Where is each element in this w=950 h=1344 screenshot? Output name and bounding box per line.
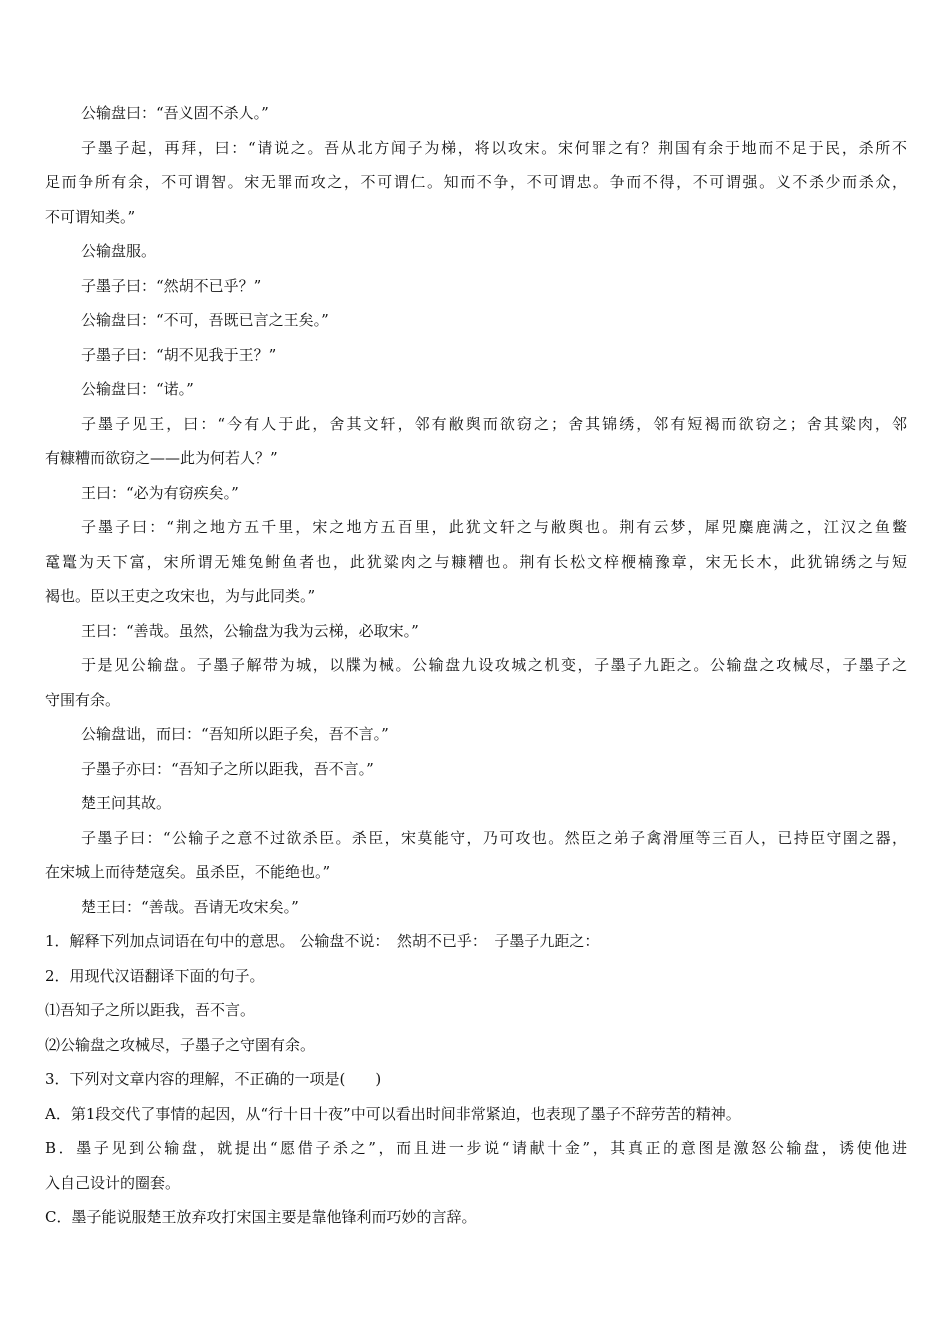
question-item: [45, 1028, 907, 1063]
text-line: 公输盘曰：“吾义固不杀人。”: [81, 104, 269, 122]
text-paragraph: [45, 372, 907, 407]
text-line: 子墨子曰：“荆之地方五千里，宋之地方五百里，此犹文轩之与敝舆也。荆有云梦，犀兕麋鹿满之，江汉之鱼鳖: [81, 518, 907, 536]
text-line: 于是见公输盘。子墨子解带为城，以牒为械。公输盘九设攻城之机变，子墨子九距之。公输盘之攻械尽，子墨子之: [81, 656, 907, 674]
text-paragraph: [45, 269, 907, 304]
text-paragraph: [45, 890, 907, 925]
text-paragraph: [45, 407, 907, 476]
question-item: [45, 1062, 907, 1097]
text-paragraph: [45, 303, 907, 338]
document-body: [45, 96, 907, 1235]
text-paragraph: [45, 752, 907, 787]
text-paragraph: [45, 131, 907, 235]
text-paragraph: [45, 786, 907, 821]
text-line: 子墨子曰：“公输子之意不过欲杀臣。杀臣，宋莫能守，乃可攻也。然臣之弟子禽滑厘等三百人，已持臣守圉之器，: [81, 828, 907, 847]
text-line: 在宋城上而待楚寇矣。虽杀臣，不能绝也。”: [45, 863, 331, 881]
text-line: 有糠糟而欲窃之——此为何若人？”: [45, 449, 278, 467]
question-item: [45, 1097, 907, 1132]
text-line: 楚王曰：“善哉。吾请无攻宋矣。”: [81, 897, 299, 916]
text-line: 子墨子曰：“然胡不已乎？”: [81, 276, 262, 295]
text-paragraph: [45, 717, 907, 752]
text-line: 2．用现代汉语翻译下面的句子。: [45, 966, 265, 985]
text-paragraph: [45, 338, 907, 373]
text-line: A．第1段交代了事情的起因，从“行十日十夜”中可以看出时间非常紧迫，也表现了墨子不辞劳苦的精神。: [45, 1104, 741, 1123]
text-line: 公输盘诎，而曰：“吾知所以距子矣，吾不言。”: [81, 725, 389, 743]
text-line: 子墨子起，再拜，曰：“请说之。吾从北方闻子为梯，将以攻宋。宋何罪之有？荆国有余于地而不足于民，杀所不: [81, 138, 907, 157]
text-line: 鼋鼍为天下富，宋所谓无雉兔鲋鱼者也，此犹粱肉之与糠糟也。荆有长松文梓楩楠豫章，宋无长木，此犹锦绣之与短: [45, 552, 907, 571]
text-line: C．墨子能说服楚王放弃攻打宋国主要是靠他锋利而巧妙的言辞。: [45, 1208, 477, 1226]
text-line: 王曰：“必为有窃疾矣。”: [81, 483, 239, 502]
text-line: 3．下列对文章内容的理解，不正确的一项是( ): [45, 1070, 382, 1088]
text-paragraph: [45, 614, 907, 649]
text-paragraph: [45, 648, 907, 717]
text-paragraph: [45, 476, 907, 511]
text-paragraph: [45, 510, 907, 614]
text-line: ⑴吾知子之所以距我，吾不言。: [45, 1001, 256, 1019]
text-line: 楚王问其故。: [81, 794, 172, 812]
text-paragraph: [45, 821, 907, 890]
text-line: 入自己设计的圈套。: [45, 1173, 181, 1192]
text-line: 褐也。臣以王吏之攻宋也，为与此同类。”: [45, 587, 316, 605]
text-line: 王曰：“善哉。虽然，公输盘为我为云梯，必取宋。”: [81, 621, 419, 640]
text-line: B．墨子见到公输盘，就提出“愿借子杀之”，而且进一步说“请献十金”，其真正的意图是激怒公输盘，诱使他进: [45, 1139, 907, 1157]
text-line: 公输盘曰：“不可，吾既已言之王矣。”: [81, 311, 329, 329]
text-line: ⑵公输盘之攻械尽，子墨子之守圉有余。: [45, 1035, 316, 1054]
question-item: [45, 959, 907, 994]
text-line: 子墨子亦曰：“吾知子之所以距我，吾不言。”: [81, 759, 374, 778]
question-item: [45, 993, 907, 1028]
text-line: 公输盘服。: [81, 242, 157, 260]
question-item: [45, 924, 907, 959]
text-line: 子墨子曰：“胡不见我于王？”: [81, 345, 277, 364]
text-line: 子墨子见王，曰：“今有人于此，舍其文轩，邻有敝舆而欲窃之；舍其锦绣，邻有短褐而欲窃之；舍其粱肉，邻: [81, 414, 907, 433]
text-line: 守围有余。: [45, 690, 121, 709]
text-line: 足而争所有余，不可谓智。宋无罪而攻之，不可谓仁。知而不争，不可谓忠。争而不得，不可谓强。义不杀少而杀众，: [45, 173, 907, 191]
text-line: 1．解释下列加点词语在句中的意思。 公输盘不说： 然胡不已乎： 子墨子九距之：: [45, 932, 600, 950]
text-line: 不可谓知类。”: [45, 207, 136, 226]
text-paragraph: [45, 96, 907, 131]
text-paragraph: [45, 234, 907, 269]
text-line: 公输盘曰：“诺。”: [81, 380, 194, 398]
question-item: [45, 1200, 907, 1235]
question-item: [45, 1131, 907, 1200]
